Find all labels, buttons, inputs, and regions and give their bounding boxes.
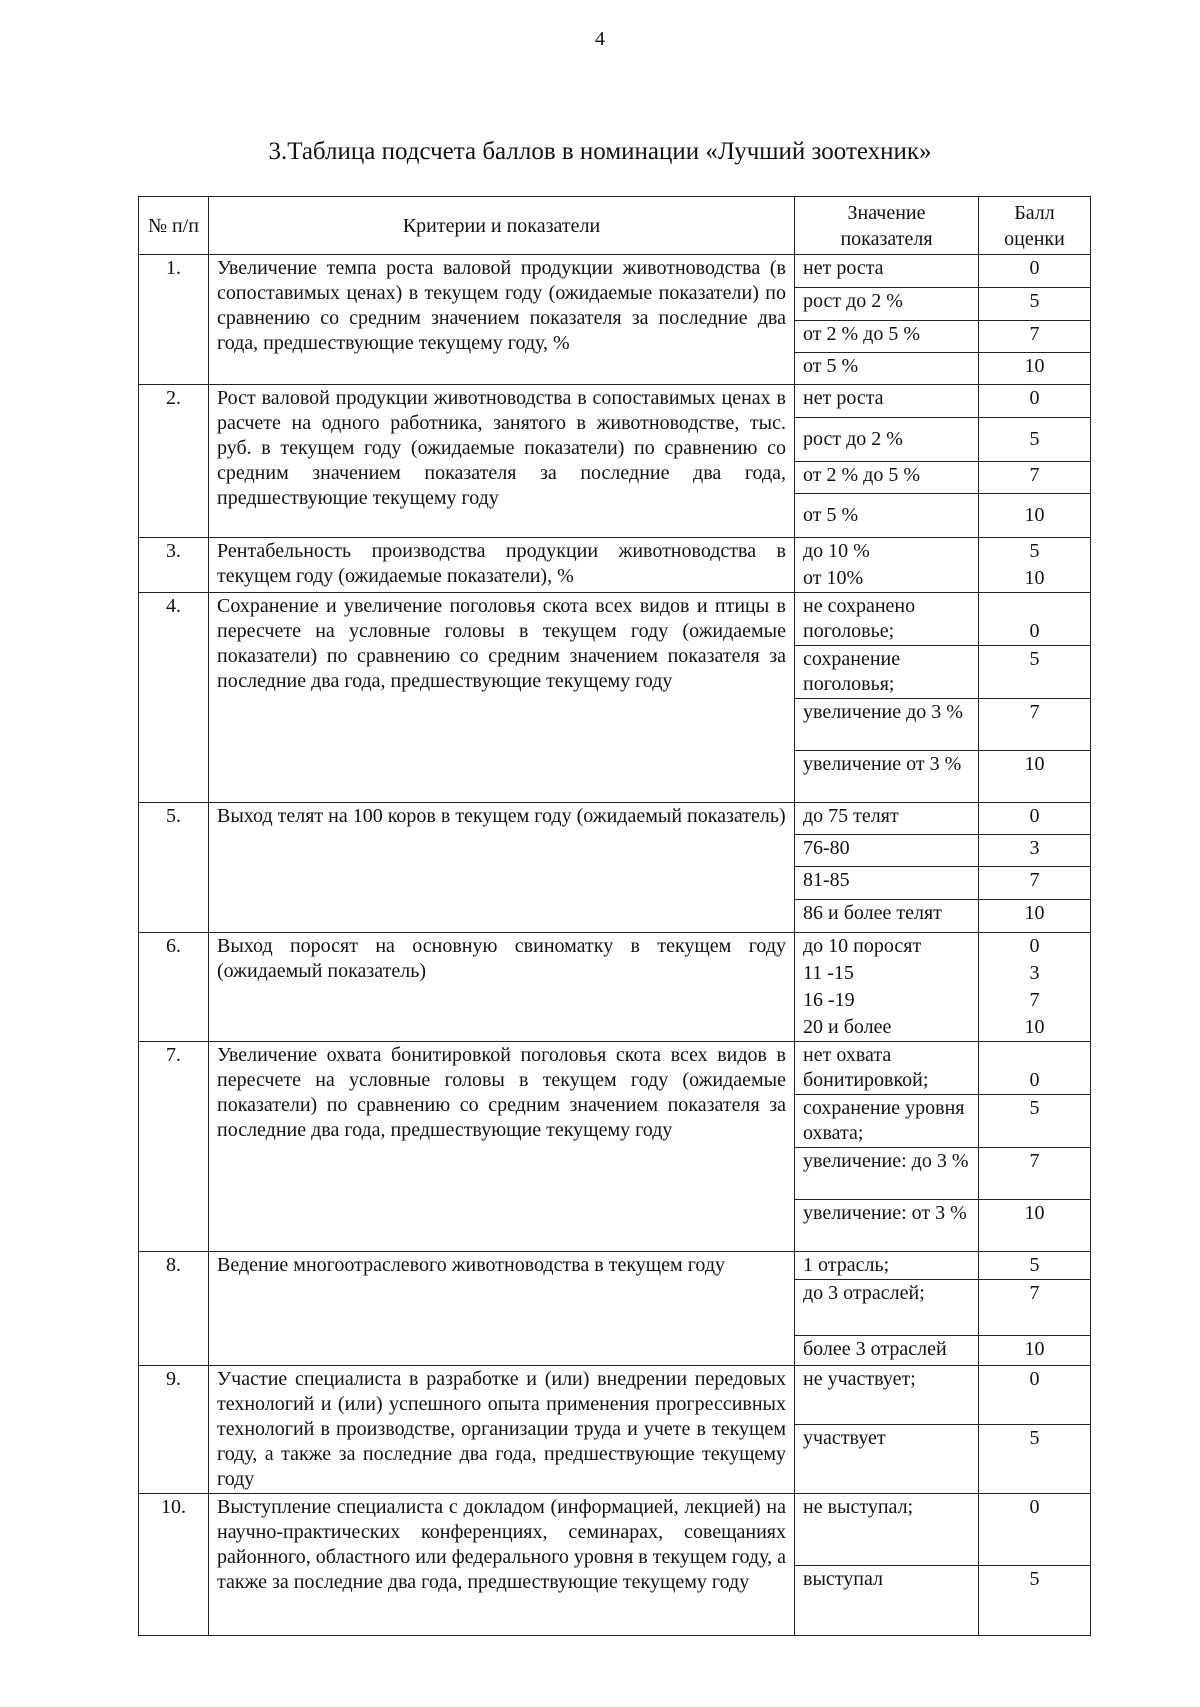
option-score: 10: [979, 751, 1091, 803]
option-value: увеличение до 3 %: [795, 699, 979, 751]
option-score: 10: [979, 1200, 1091, 1252]
row-criteria: Рентабельность производства продукции животноводства в текущем году (ожидаемые показатели), %: [209, 538, 795, 593]
row-number: 2.: [139, 385, 209, 538]
option-value: 76-80: [795, 835, 979, 867]
scoring-table: [138, 196, 1091, 1636]
row-number: 5.: [139, 803, 209, 933]
option-score: 0: [979, 593, 1091, 646]
option-score: 7: [979, 1280, 1091, 1336]
option-score: 5: [979, 1424, 1091, 1493]
row-criteria: Увеличение охвата бонитировкой поголовья скота всех видов в пересчете на условные головы в текущем году (ожидаемые показатели) по сравнению со средним значением показателя за последние два года, предшествующие текущему году: [209, 1042, 795, 1252]
header-num: № п/п: [139, 197, 209, 255]
option-value: 1 отрасль;: [795, 1252, 979, 1280]
table-row: [139, 593, 1091, 646]
option-score: 10: [979, 1014, 1091, 1042]
option-value: от 2 % до 5 %: [795, 462, 979, 494]
option-value: 81-85: [795, 867, 979, 900]
table-row: [139, 1042, 1091, 1095]
option-value: до 3 отраслей;: [795, 1280, 979, 1336]
option-value: не сохранено поголовье;: [795, 593, 979, 646]
option-value: увеличение: от 3 %: [795, 1200, 979, 1252]
option-value: нет роста: [795, 385, 979, 418]
option-value: участвует: [795, 1424, 979, 1493]
option-score: 3: [979, 960, 1091, 987]
row-number: 6.: [139, 933, 209, 1042]
page-number: 4: [595, 28, 605, 50]
row-criteria: Рост валовой продукции животноводства в сопоставимых ценах в расчете на одного работника, занятого в животноводстве, тыс. руб. в текущем году (ожидаемые показатели) по сравнению со средним значением показателя за последние два года, предшествующие текущему году: [209, 385, 795, 538]
table-row: [139, 255, 1091, 288]
option-score: 0: [979, 803, 1091, 835]
option-value: 11 -15: [795, 960, 979, 987]
option-value: не участвует;: [795, 1366, 979, 1425]
table-row: [139, 933, 1091, 961]
option-value: сохранение поголовья;: [795, 646, 979, 699]
row-criteria: Сохранение и увеличение поголовья скота всех видов и птицы в пересчете на условные головы в текущем году (ожидаемые показатели) по сравнению со средним значением показателя за последние два года, предшествующие текущему году: [209, 593, 795, 803]
option-value: до 75 телят: [795, 803, 979, 835]
row-number: 7.: [139, 1042, 209, 1252]
option-value: рост до 2 %: [795, 418, 979, 462]
option-value: не выступал;: [795, 1494, 979, 1566]
option-score: 10: [979, 353, 1091, 385]
option-score: 0: [979, 255, 1091, 288]
option-score: 5: [979, 1252, 1091, 1280]
row-criteria: Увеличение темпа роста валовой продукции животноводства (в сопоставимых ценах) в текущем году (ожидаемые показатели) по сравнению со средним значением показателя за последние два года, предшествующие текущему году, %: [209, 255, 795, 385]
option-score: 5: [979, 418, 1091, 462]
option-score: 7: [979, 321, 1091, 353]
row-criteria: Выступление специалиста с докладом (информацией, лекцией) на научно-практических конференциях, семинарах, совещаниях районного, областного или федерального уровня в текущем году, а также за последние два года, предшествующие текущему году: [209, 1494, 795, 1636]
option-value: от 10%: [795, 565, 979, 593]
option-score: 10: [979, 565, 1091, 593]
table-row: [139, 538, 1091, 566]
table-row: [139, 1252, 1091, 1280]
option-value: от 2 % до 5 %: [795, 321, 979, 353]
option-score: 0: [979, 1366, 1091, 1425]
header-score: Балл оценки: [979, 197, 1091, 255]
option-value: выступал: [795, 1566, 979, 1636]
option-score: 10: [979, 1336, 1091, 1366]
table-row: [139, 803, 1091, 835]
row-number: 1.: [139, 255, 209, 385]
option-score: 7: [979, 1148, 1091, 1200]
option-score: 5: [979, 538, 1091, 566]
row-number: 9.: [139, 1366, 209, 1494]
option-score: 5: [979, 1566, 1091, 1636]
table-row: [139, 1366, 1091, 1425]
option-score: 10: [979, 900, 1091, 933]
option-score: 5: [979, 646, 1091, 699]
option-score: 0: [979, 933, 1091, 961]
option-score: 0: [979, 1042, 1091, 1095]
page-title: 3.Таблица подсчета баллов в номинации «Лучший зоотехник»: [268, 138, 932, 165]
option-value: до 10 %: [795, 538, 979, 566]
option-value: нет охвата бонитировкой;: [795, 1042, 979, 1095]
option-value: сохранение уровня охвата;: [795, 1095, 979, 1148]
option-value: от 5 %: [795, 353, 979, 385]
option-score: 7: [979, 867, 1091, 900]
option-score: 5: [979, 288, 1091, 321]
option-score: 7: [979, 987, 1091, 1014]
option-value: нет роста: [795, 255, 979, 288]
row-criteria: Ведение многоотраслевого животноводства в текущем году: [209, 1252, 795, 1366]
option-score: 7: [979, 699, 1091, 751]
row-number: 8.: [139, 1252, 209, 1366]
header-value: Значение показателя: [795, 197, 979, 255]
option-value: от 5 %: [795, 494, 979, 538]
option-score: 7: [979, 462, 1091, 494]
option-score: 10: [979, 494, 1091, 538]
option-value: 16 -19: [795, 987, 979, 1014]
option-value: более 3 отраслей: [795, 1336, 979, 1366]
row-number: 10.: [139, 1494, 209, 1636]
table-row: [139, 1494, 1091, 1566]
row-criteria: Выход поросят на основную свиноматку в текущем году (ожидаемый показатель): [209, 933, 795, 1042]
option-value: увеличение от 3 %: [795, 751, 979, 803]
table-header-row: [139, 197, 1091, 255]
option-value: 86 и более телят: [795, 900, 979, 933]
row-criteria: Участие специалиста в разработке и (или) внедрении передовых технологий и (или) успешного опыта применения прогрессивных технологий в производстве, организации труда и учете в текущем году, а также за последние два года, предшествующие текущему году: [209, 1366, 795, 1494]
header-criteria: Критерии и показатели: [209, 197, 795, 255]
option-score: 0: [979, 385, 1091, 418]
option-value: увеличение: до 3 %: [795, 1148, 979, 1200]
table-row: [139, 385, 1091, 418]
option-value: 20 и более: [795, 1014, 979, 1042]
option-value: рост до 2 %: [795, 288, 979, 321]
option-score: 0: [979, 1494, 1091, 1566]
row-criteria: Выход телят на 100 коров в текущем году (ожидаемый показатель): [209, 803, 795, 933]
option-score: 5: [979, 1095, 1091, 1148]
option-value: до 10 поросят: [795, 933, 979, 961]
option-score: 3: [979, 835, 1091, 867]
row-number: 3.: [139, 538, 209, 593]
row-number: 4.: [139, 593, 209, 803]
